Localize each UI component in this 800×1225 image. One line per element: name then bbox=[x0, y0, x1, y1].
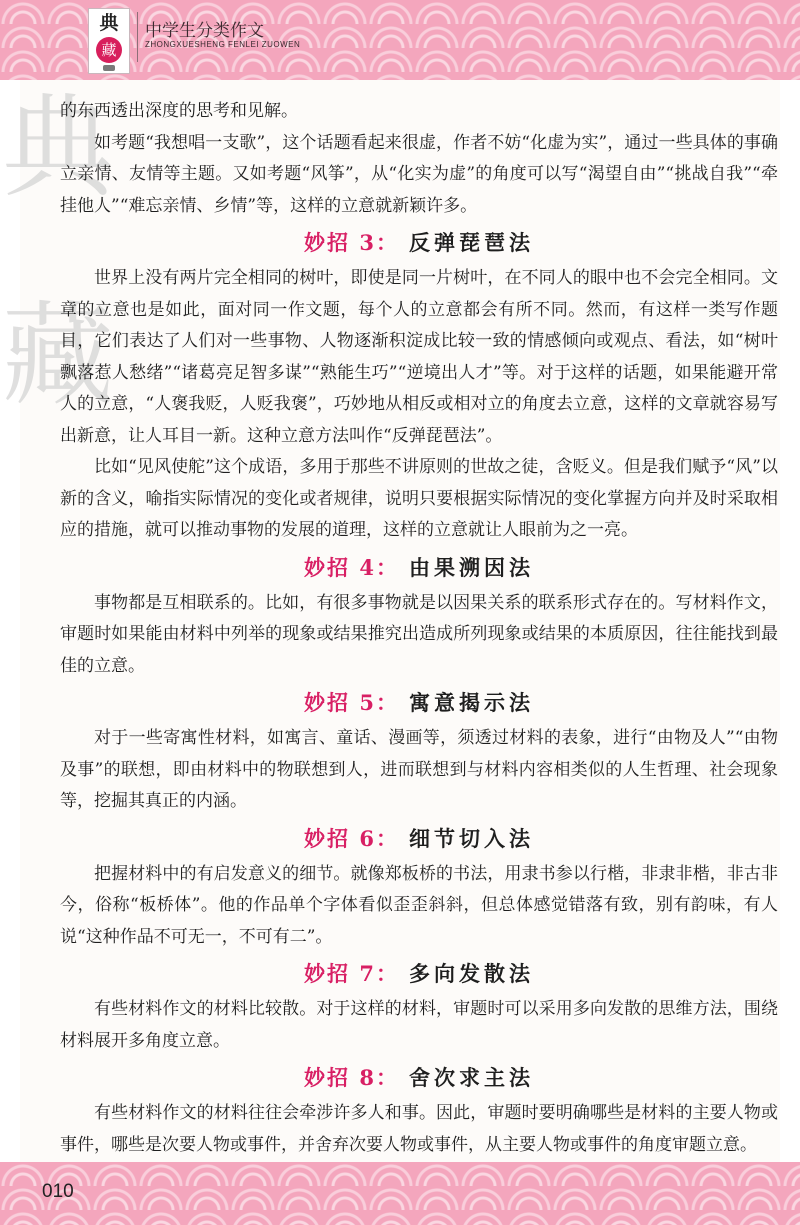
paragraph-4: 事物都是互相联系的。比如，有很多事物就是以因果关系的联系形式存在的。写材料作文，审题时如果能由材料中列举的现象或结果推究出造成所列现象或结果的本质原因，往往能找到最佳的立意。 bbox=[60, 592, 778, 676]
heading-colon: ： bbox=[375, 825, 399, 851]
heading-colon: ： bbox=[375, 690, 399, 715]
article-body bbox=[60, 96, 778, 1161]
heading-colon: ： bbox=[375, 554, 399, 580]
paragraph-3b: 比如“见风使舵”这个成语，多用于那些不讲原则的世故之徒，含贬义。但是我们赋予“风”以新的含义，喻指实际情况的变化或者规律，说明只要根据实际情况的变化掌握方向并及时采取相应的措施，就可以推动事物的发展的道理，这样的立意就让人眼前为之一亮。 bbox=[60, 457, 778, 540]
section-heading-3 bbox=[60, 224, 778, 262]
section-heading-4 bbox=[60, 549, 778, 587]
paragraph-5: 对于一些寄寓性材料，如寓言、童话、漫画等，须透过材料的表象，进行“由物及人”“由物及事”的联想，即由材料中的物联想到人，进而联想到与材料内容相类似的人生哲理、社会现象等，挖掘其真正的内涵。 bbox=[60, 728, 778, 811]
heading-label: 妙招 7 bbox=[304, 961, 376, 986]
paragraph-intro: 的东西透出深度的思考和见解。 bbox=[60, 101, 298, 121]
side-watermark-char-3: 藏 bbox=[2, 291, 114, 421]
heading-colon: ： bbox=[375, 230, 399, 255]
section-heading-5 bbox=[60, 684, 778, 722]
heading-title: 寓意揭示法 bbox=[408, 690, 534, 715]
heading-label: 妙招 5 bbox=[304, 690, 376, 715]
section-heading-8 bbox=[60, 1059, 778, 1097]
heading-title: 细节切入法 bbox=[408, 825, 534, 851]
paragraph-7: 有些材料作文的材料比较散。对于这样的材料，审题时可以采用多向发散的思维方法，围绕材料展开多角度立意。 bbox=[60, 999, 778, 1051]
logo-seal-icon: 藏 bbox=[96, 37, 122, 63]
section-heading-6 bbox=[60, 820, 778, 858]
heading-title: 反弹琵琶法 bbox=[408, 230, 534, 255]
header-divider bbox=[137, 12, 138, 62]
paragraph-6: 把握材料中的有启发意义的细节。就像郑板桥的书法，用隶书参以行楷，非隶非楷，非古非今，俗称“板桥体”。他的作品单个字体看似歪歪斜斜，但总体感觉错落有致，别有韵味，有人说“这种作品不可无一，不可有二”。 bbox=[60, 863, 778, 947]
bottom-decorative-band bbox=[0, 1162, 800, 1225]
paragraph-example: 如考题“我想唱一支歌”，这个话题看起来很虚，作者不妨“化虚为实”，通过一些具体的事确立亲情、友情等主题。又如考题“风筝”，从“化实为虚”的角度可以写“渴望自由”“挑战自我”“牵挂他人”“难忘亲情、乡情”等，这样的立意就新颖许多。 bbox=[60, 132, 778, 216]
book-title: 中学生分类作文 bbox=[145, 21, 264, 41]
page-number: 010 bbox=[42, 1181, 74, 1202]
heading-title: 舍次求主法 bbox=[408, 1065, 534, 1090]
heading-colon: ： bbox=[375, 961, 399, 986]
series-logo bbox=[88, 8, 130, 74]
heading-title: 由果溯因法 bbox=[408, 554, 534, 580]
paragraph-3a: 世界上没有两片完全相同的树叶，即使是同一片树叶，在不同人的眼中也不会完全相同。文章的立意也是如此，面对同一作文题，每个人的立意都会有所不同。然而，有这样一类写作题目，它们表达了人们对一些事物、人物逐渐积淀成比较一致的情感倾向或观点、看法，如“树叶飘落惹人愁绪”“诸葛亮足智多谋”“熟能生巧”“逆境出人才”等。对于这样的话题，如果能避开常人的立意，“人褒我贬，人贬我褒”，巧妙地从相反或相对立的角度去立意，这样的文章就容易写出新意，让人耳目一新。这种立意方法叫作“反弹琵琶法”。 bbox=[60, 268, 778, 446]
heading-label: 妙招 6 bbox=[304, 825, 376, 851]
paragraph-8: 有些材料作文的材料往往会牵涉许多人和事。因此，审题时要明确哪些是材料的主要人物或事件，哪些是次要人物或事件，并舍弃次要人物或事件，从主要人物或事件的角度审题立意。 bbox=[60, 1103, 778, 1155]
section-heading-7 bbox=[60, 955, 778, 993]
heading-label: 妙招 3 bbox=[304, 230, 376, 255]
logo-character: 典 bbox=[99, 12, 119, 34]
side-watermark-char-1: 典 bbox=[2, 83, 114, 213]
heading-label: 妙招 4 bbox=[304, 554, 376, 580]
logo-base-mark bbox=[103, 65, 115, 71]
heading-title: 多向发散法 bbox=[408, 961, 534, 986]
book-title-pinyin: ZHONGXUESHENG FENLEI ZUOWEN bbox=[145, 40, 301, 49]
heading-label: 妙招 8 bbox=[304, 1065, 376, 1090]
heading-colon: ： bbox=[375, 1065, 399, 1090]
